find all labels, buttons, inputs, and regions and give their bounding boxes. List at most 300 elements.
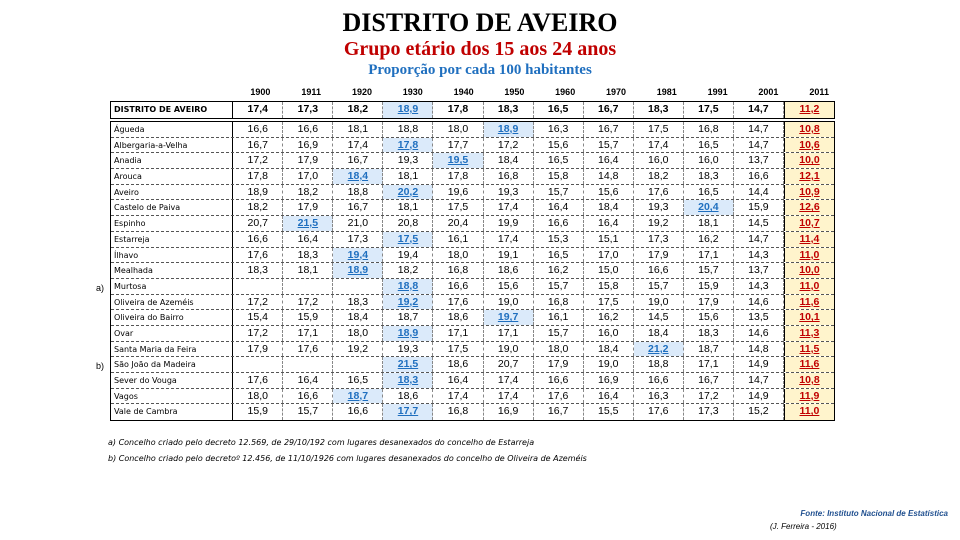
value-cell: 18,1	[283, 263, 333, 278]
value-cell: 17,9	[684, 295, 734, 310]
value-cell: 17,4	[484, 232, 534, 247]
value-cell: 18,8	[383, 122, 433, 137]
value-cell: 12,6	[784, 200, 834, 215]
value-cell: 14,5	[734, 216, 784, 231]
value-cell: 17,4	[433, 389, 483, 404]
value-cell: 18,6	[383, 389, 433, 404]
table-row	[111, 169, 834, 185]
value-cell: 17,2	[233, 295, 283, 310]
value-cell: 15,6	[534, 138, 584, 153]
value-cell	[283, 279, 333, 294]
value-cell: 10,9	[784, 185, 834, 200]
value-cell: 14,7	[734, 232, 784, 247]
value-cell: 11,5	[784, 342, 834, 357]
value-cell: 18,2	[233, 200, 283, 215]
value-cell: 15,6	[584, 185, 634, 200]
value-cell: 17,6	[283, 342, 333, 357]
value-cell: 16,4	[433, 373, 483, 388]
value-cell: 17,9	[534, 357, 584, 372]
value-cell: 17,2	[283, 295, 333, 310]
value-cell: 16,6	[734, 169, 784, 184]
value-cell: 18,2	[634, 169, 684, 184]
value-cell: 20,7	[484, 357, 534, 372]
footnote-a: a) Concelho criado pelo decreto 12.569, de 29/10/192 com lugares desanexados do concelho de Estarreja	[108, 438, 535, 447]
value-cell: 15,7	[634, 279, 684, 294]
row-name: Oliveira de Azeméis	[111, 295, 233, 310]
value-cell: 14,8	[734, 342, 784, 357]
value-cell: 16,4	[283, 232, 333, 247]
value-cell: 18,2	[283, 185, 333, 200]
value-cell: 18,4	[584, 200, 634, 215]
value-cell: 18,6	[433, 310, 483, 325]
row-name: Vale de Cambra	[111, 404, 233, 420]
value-cell: 18,1	[684, 216, 734, 231]
value-cell: 19,3	[634, 200, 684, 215]
value-cell: 18,4	[333, 169, 383, 184]
value-cell: 19,5	[433, 153, 483, 168]
year-header: 1940	[453, 87, 474, 97]
value-cell: 14,6	[734, 326, 784, 341]
year-header: 1970	[605, 87, 626, 97]
value-cell: 15,9	[233, 404, 283, 420]
value-cell: 17,4	[634, 138, 684, 153]
value-cell: 17,3	[634, 232, 684, 247]
author-note: (J. Ferreira - 2016)	[770, 522, 837, 531]
value-cell: 19,4	[333, 248, 383, 263]
value-cell: 10,8	[784, 122, 834, 137]
value-cell: 15,6	[684, 310, 734, 325]
value-cell: 16,0	[684, 153, 734, 168]
value-cell: 16,6	[534, 373, 584, 388]
value-cell: 21,5	[283, 216, 333, 231]
value-cell: 16,4	[584, 389, 634, 404]
value-cell: 14,7	[734, 102, 784, 118]
value-cell: 17,7	[383, 404, 433, 420]
value-cell: 18,0	[433, 122, 483, 137]
value-cell: 12,1	[784, 169, 834, 184]
table-row	[111, 326, 834, 342]
value-cell: 14,9	[734, 389, 784, 404]
value-cell: 18,3	[333, 295, 383, 310]
value-cell: 18,3	[233, 263, 283, 278]
value-cell: 20,4	[684, 200, 734, 215]
value-cell: 15,7	[684, 263, 734, 278]
value-cell: 18,1	[383, 169, 433, 184]
value-cell: 17,9	[283, 153, 333, 168]
value-cell: 21,2	[634, 342, 684, 357]
value-cell: 16,7	[534, 404, 584, 420]
value-cell: 16,9	[584, 373, 634, 388]
page-subtitle-2: Proporção por cada 100 habitantes	[368, 62, 592, 78]
value-cell: 17,8	[383, 138, 433, 153]
value-cell: 21,0	[333, 216, 383, 231]
value-cell: 16,1	[534, 310, 584, 325]
row-name: São João da Madeira	[111, 357, 233, 372]
footnote-b: b) Concelho criado pelo decretoº 12.456, de 11/10/1926 com lugares desanexados do concelho de Oliveira de Azeméis	[108, 454, 587, 463]
value-cell: 16,5	[534, 248, 584, 263]
value-cell: 15,9	[283, 310, 333, 325]
table-row	[111, 310, 834, 326]
value-cell: 16,6	[233, 122, 283, 137]
value-cell: 14,4	[734, 185, 784, 200]
value-cell: 17,7	[433, 138, 483, 153]
value-cell: 17,6	[233, 248, 283, 263]
value-cell: 16,8	[433, 404, 483, 420]
year-header: 1991	[707, 87, 728, 97]
value-cell: 18,3	[634, 102, 684, 118]
value-cell: 14,3	[734, 279, 784, 294]
value-cell: 11,6	[784, 357, 834, 372]
value-cell: 16,3	[634, 389, 684, 404]
value-cell: 15,7	[584, 138, 634, 153]
value-cell: 16,7	[333, 153, 383, 168]
value-cell: 14,8	[584, 169, 634, 184]
value-cell: 11,2	[784, 102, 834, 118]
row-name: Ovar	[111, 326, 233, 341]
value-cell: 19,0	[584, 357, 634, 372]
row-name: Aveiro	[111, 185, 233, 200]
value-cell: 17,5	[684, 102, 734, 118]
value-cell: 16,7	[584, 122, 634, 137]
value-cell: 18,8	[634, 357, 684, 372]
value-cell: 20,8	[383, 216, 433, 231]
value-cell: 17,6	[233, 373, 283, 388]
table-row	[111, 138, 834, 154]
table-row	[111, 373, 834, 389]
value-cell: 17,9	[283, 200, 333, 215]
value-cell: 18,9	[383, 102, 433, 118]
value-cell: 17,3	[283, 102, 333, 118]
source-note: Fonte: Instituto Nacional de Estatística	[800, 509, 948, 518]
value-cell: 16,7	[233, 138, 283, 153]
value-cell: 13,7	[734, 263, 784, 278]
value-cell: 11,4	[784, 232, 834, 247]
value-cell: 16,2	[684, 232, 734, 247]
value-cell: 17,2	[484, 138, 534, 153]
value-cell: 13,5	[734, 310, 784, 325]
page-title: DISTRITO DE AVEIRO	[342, 8, 618, 37]
row-name: Vagos	[111, 389, 233, 404]
footnote-marker-b: b)	[96, 361, 105, 371]
value-cell: 16,5	[684, 138, 734, 153]
value-cell: 18,9	[383, 326, 433, 341]
value-cell: 18,8	[333, 185, 383, 200]
value-cell: 18,0	[333, 326, 383, 341]
value-cell: 16,5	[684, 185, 734, 200]
value-cell: 11,0	[784, 248, 834, 263]
value-cell: 16,8	[433, 263, 483, 278]
table-row	[111, 122, 834, 138]
value-cell: 17,6	[433, 295, 483, 310]
value-cell	[283, 357, 333, 372]
value-cell: 19,4	[383, 248, 433, 263]
row-name: Sever do Vouga	[111, 373, 233, 388]
table-row	[111, 404, 834, 420]
value-cell: 16,0	[634, 153, 684, 168]
year-header: 2001	[758, 87, 779, 97]
value-cell: 11,0	[784, 279, 834, 294]
year-header: 1900	[250, 87, 271, 97]
value-cell: 17,9	[233, 342, 283, 357]
value-cell: 15,6	[484, 279, 534, 294]
value-cell: 16,7	[584, 102, 634, 118]
year-header: 1920	[351, 87, 372, 97]
value-cell: 15,8	[534, 169, 584, 184]
value-cell: 17,5	[433, 342, 483, 357]
row-name: Murtosa	[111, 279, 233, 294]
value-cell: 17,1	[684, 248, 734, 263]
value-cell: 19,2	[634, 216, 684, 231]
value-cell: 20,2	[383, 185, 433, 200]
value-cell: 10,7	[784, 216, 834, 231]
value-cell: 14,9	[734, 357, 784, 372]
value-cell: 14,7	[734, 138, 784, 153]
value-cell: 19,0	[484, 295, 534, 310]
value-cell: 18,3	[684, 326, 734, 341]
value-cell: 17,4	[484, 389, 534, 404]
value-cell: 10,1	[784, 310, 834, 325]
value-cell: 18,4	[333, 310, 383, 325]
table-row	[111, 200, 834, 216]
value-cell: 15,2	[734, 404, 784, 420]
value-cell: 16,2	[534, 263, 584, 278]
value-cell: 21,5	[383, 357, 433, 372]
year-header: 1930	[402, 87, 423, 97]
value-cell: 18,4	[484, 153, 534, 168]
value-cell: 15,0	[584, 263, 634, 278]
table-row	[111, 295, 834, 311]
value-cell: 17,8	[233, 169, 283, 184]
value-cell: 19,1	[484, 248, 534, 263]
table-row	[111, 248, 834, 264]
table-row	[111, 357, 834, 373]
value-cell: 18,7	[333, 389, 383, 404]
value-cell: 17,9	[634, 248, 684, 263]
value-cell: 14,6	[734, 295, 784, 310]
value-cell: 15,5	[584, 404, 634, 420]
value-cell: 18,3	[484, 102, 534, 118]
value-cell: 20,7	[233, 216, 283, 231]
table-row	[111, 342, 834, 358]
value-cell: 15,7	[534, 279, 584, 294]
value-cell: 10,0	[784, 263, 834, 278]
value-cell: 16,4	[584, 153, 634, 168]
value-cell: 20,4	[433, 216, 483, 231]
value-cell: 15,7	[283, 404, 333, 420]
value-cell: 19,6	[433, 185, 483, 200]
row-name: Espinho	[111, 216, 233, 231]
value-cell: 16,8	[684, 122, 734, 137]
table-row	[111, 153, 834, 169]
value-cell: 17,2	[233, 326, 283, 341]
value-cell: 10,6	[784, 138, 834, 153]
value-cell: 16,8	[534, 295, 584, 310]
row-name: DISTRITO DE AVEIRO	[111, 102, 233, 118]
value-cell: 18,2	[333, 102, 383, 118]
value-cell: 16,3	[534, 122, 584, 137]
value-cell: 17,4	[484, 200, 534, 215]
value-cell: 17,4	[333, 138, 383, 153]
value-cell: 18,7	[684, 342, 734, 357]
value-cell	[233, 357, 283, 372]
value-cell: 19,3	[383, 153, 433, 168]
value-cell: 18,9	[233, 185, 283, 200]
value-cell: 18,3	[283, 248, 333, 263]
row-name: Oliveira do Bairro	[111, 310, 233, 325]
value-cell: 16,6	[283, 389, 333, 404]
table-row	[111, 263, 834, 279]
table-row	[111, 185, 834, 201]
value-cell: 14,7	[734, 122, 784, 137]
value-cell: 19,0	[634, 295, 684, 310]
row-name: Castelo de Paiva	[111, 200, 233, 215]
value-cell: 18,0	[233, 389, 283, 404]
value-cell: 16,6	[233, 232, 283, 247]
value-cell: 17,1	[283, 326, 333, 341]
value-cell: 11,0	[784, 404, 834, 420]
value-cell: 19,7	[484, 310, 534, 325]
value-cell: 19,2	[383, 295, 433, 310]
value-cell: 17,6	[534, 389, 584, 404]
row-name: Anadia	[111, 153, 233, 168]
value-cell: 17,4	[233, 102, 283, 118]
value-cell: 17,8	[433, 169, 483, 184]
value-cell: 18,9	[333, 263, 383, 278]
value-cell: 17,6	[634, 185, 684, 200]
value-cell: 13,7	[734, 153, 784, 168]
value-cell: 15,4	[233, 310, 283, 325]
value-cell: 19,3	[383, 342, 433, 357]
value-cell: 10,0	[784, 153, 834, 168]
value-cell: 16,7	[333, 200, 383, 215]
value-cell: 18,0	[534, 342, 584, 357]
value-cell: 11,3	[784, 326, 834, 341]
value-cell: 15,7	[534, 326, 584, 341]
value-cell: 16,5	[333, 373, 383, 388]
value-cell: 14,7	[734, 373, 784, 388]
year-header: 1960	[555, 87, 576, 97]
value-cell: 16,4	[283, 373, 333, 388]
value-cell: 16,6	[433, 279, 483, 294]
value-cell: 11,9	[784, 389, 834, 404]
value-cell: 16,1	[433, 232, 483, 247]
value-cell: 17,2	[233, 153, 283, 168]
value-cell: 16,5	[534, 102, 584, 118]
year-header: 1981	[656, 87, 677, 97]
value-cell: 19,0	[484, 342, 534, 357]
year-header: 1911	[301, 87, 321, 97]
footnote-marker-a: a)	[96, 283, 105, 293]
value-cell: 14,5	[634, 310, 684, 325]
value-cell: 16,8	[484, 169, 534, 184]
value-cell: 15,8	[584, 279, 634, 294]
table-row	[111, 279, 834, 295]
value-cell: 17,0	[283, 169, 333, 184]
value-cell: 18,3	[383, 373, 433, 388]
value-cell: 19,2	[333, 342, 383, 357]
value-cell: 17,1	[684, 357, 734, 372]
value-cell: 16,6	[634, 373, 684, 388]
value-cell: 18,9	[484, 122, 534, 137]
value-cell: 17,5	[383, 232, 433, 247]
value-cell: 18,3	[684, 169, 734, 184]
value-cell: 17,3	[684, 404, 734, 420]
value-cell: 18,7	[383, 310, 433, 325]
year-header: 1950	[504, 87, 525, 97]
municipality-table	[110, 121, 835, 421]
district-total-row	[110, 101, 835, 119]
page-subtitle: Grupo etário dos 15 aos 24 anos	[343, 38, 617, 60]
value-cell: 17,1	[484, 326, 534, 341]
table-row	[111, 216, 834, 232]
value-cell: 17,3	[333, 232, 383, 247]
row-name: Estarreja	[111, 232, 233, 247]
value-cell: 16,5	[534, 153, 584, 168]
table-row	[111, 232, 834, 248]
value-cell: 17,2	[684, 389, 734, 404]
value-cell: 17,4	[484, 373, 534, 388]
value-cell: 15,7	[534, 185, 584, 200]
value-cell: 16,4	[584, 216, 634, 231]
row-name: Albergaria-a-Velha	[111, 138, 233, 153]
value-cell	[233, 279, 283, 294]
value-cell: 17,5	[433, 200, 483, 215]
value-cell: 16,0	[584, 326, 634, 341]
table-row	[111, 389, 834, 405]
value-cell: 18,2	[383, 263, 433, 278]
value-cell: 18,6	[484, 263, 534, 278]
value-cell: 16,6	[634, 263, 684, 278]
value-cell: 18,4	[584, 342, 634, 357]
value-cell: 18,1	[333, 122, 383, 137]
value-cell: 18,1	[383, 200, 433, 215]
value-cell: 17,6	[634, 404, 684, 420]
value-cell: 16,6	[283, 122, 333, 137]
value-cell: 16,6	[534, 216, 584, 231]
value-cell: 16,9	[484, 404, 534, 420]
value-cell: 17,5	[634, 122, 684, 137]
value-cell: 11,6	[784, 295, 834, 310]
row-name: Arouca	[111, 169, 233, 184]
row-name: Mealhada	[111, 263, 233, 278]
value-cell: 18,6	[433, 357, 483, 372]
value-cell: 18,4	[634, 326, 684, 341]
value-cell: 10,8	[784, 373, 834, 388]
value-cell: 16,6	[333, 404, 383, 420]
value-cell: 17,5	[584, 295, 634, 310]
value-cell: 19,9	[484, 216, 534, 231]
value-cell: 15,9	[684, 279, 734, 294]
value-cell: 18,8	[383, 279, 433, 294]
value-cell: 16,7	[684, 373, 734, 388]
value-cell: 19,3	[484, 185, 534, 200]
value-cell: 17,1	[433, 326, 483, 341]
value-cell: 15,3	[534, 232, 584, 247]
row-name: Ílhavo	[111, 248, 233, 263]
value-cell: 14,3	[734, 248, 784, 263]
row-name: Águeda	[111, 122, 233, 137]
value-cell: 18,0	[433, 248, 483, 263]
value-cell: 16,4	[534, 200, 584, 215]
value-cell: 16,9	[283, 138, 333, 153]
value-cell: 15,9	[734, 200, 784, 215]
row-name: Santa Maria da Feira	[111, 342, 233, 357]
value-cell	[333, 279, 383, 294]
value-cell: 16,2	[584, 310, 634, 325]
value-cell: 17,8	[433, 102, 483, 118]
value-cell: 15,1	[584, 232, 634, 247]
value-cell	[333, 357, 383, 372]
